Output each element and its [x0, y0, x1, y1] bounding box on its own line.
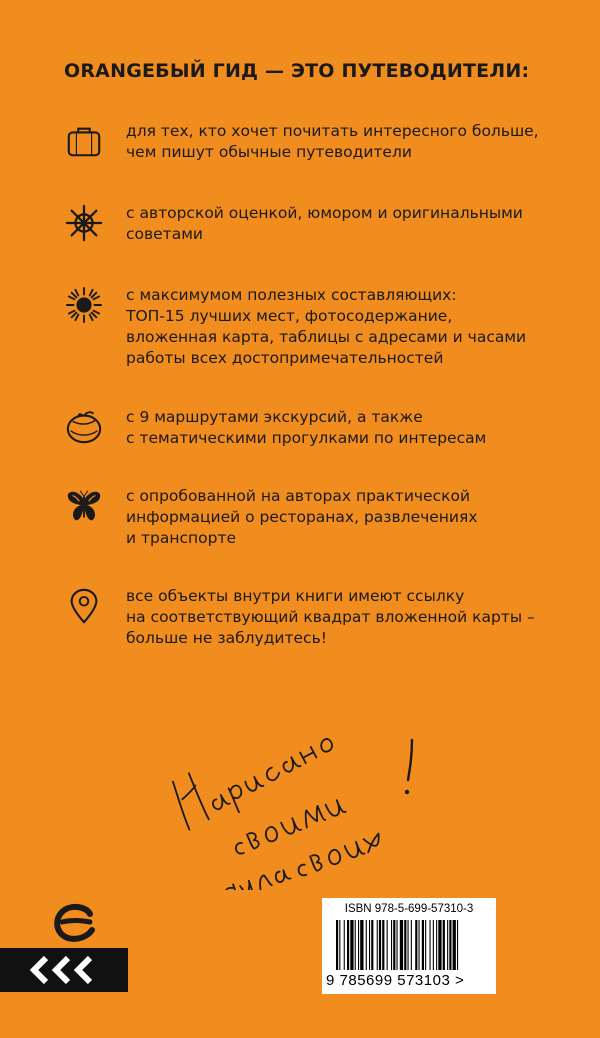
barcode-bar	[350, 920, 353, 970]
barcode-bar	[360, 920, 363, 970]
melon-icon	[64, 407, 104, 447]
publisher-logo	[50, 902, 100, 942]
feature-item-practical	[64, 486, 564, 549]
feature-text: с авторской оценкой, юмором и оригинальными советами	[126, 204, 523, 243]
feature-text: с 9 маршрутами экскурсий, а также с тематическими прогулками по интересам	[126, 408, 487, 447]
ship-wheel-icon	[64, 203, 104, 243]
barcode-bar	[369, 920, 370, 970]
barcode-bar	[382, 920, 384, 970]
feature-item-humor	[64, 203, 564, 245]
feature-text: с максимумом полезных составляющих: ТОП-15 лучших мест, фотосодержание, вложенная карта, таблицы с адресами и часами работы всех достопримечательностей	[126, 286, 527, 367]
barcode-bar	[415, 920, 417, 970]
barcode-bar	[411, 920, 412, 970]
barcode-bar	[397, 920, 398, 970]
series-arrows-badge	[0, 948, 128, 992]
barcode-bar	[447, 920, 448, 970]
barcode-bar	[366, 920, 367, 970]
feature-item-info	[64, 121, 564, 163]
barcode-bar	[377, 920, 378, 970]
barcode-bar	[393, 920, 395, 970]
map-pin-icon	[64, 586, 104, 626]
barcode-bar	[404, 920, 406, 970]
feature-text: для тех, кто хочет почитать интересного больше, чем пишут обычные путеводители	[126, 122, 539, 161]
barcode-bar	[443, 920, 445, 970]
chevrons-left-icon	[24, 956, 104, 984]
butterfly-icon	[64, 486, 104, 526]
sun-icon	[64, 285, 104, 325]
barcode-bar	[408, 920, 409, 970]
barcode-bar	[436, 920, 437, 970]
barcode-bar	[358, 920, 359, 970]
barcode-bar	[433, 920, 434, 970]
barcode-bar	[422, 920, 424, 970]
barcode-bar	[425, 920, 426, 970]
barcode-bar	[400, 920, 403, 970]
barcode-bar	[371, 920, 373, 970]
barcode-bar	[379, 920, 381, 970]
barcode-bar	[391, 920, 392, 970]
feature-item-routes	[64, 407, 564, 449]
barcode-bar	[387, 920, 388, 970]
barcode-bar	[336, 920, 338, 970]
barcode-bar	[419, 920, 420, 970]
feature-text: с опробованной на авторах практической информацией о ресторанах, развлечениях и транспорте	[126, 487, 478, 547]
barcode-digits: 9 785699 573103 >	[326, 972, 465, 989]
suitcase-icon	[64, 121, 104, 161]
handwritten-slogan	[150, 690, 430, 890]
isbn-label: ISBN 978-5-699-57310-3	[344, 903, 474, 915]
isbn-barcode	[322, 898, 496, 994]
feature-item-top15	[64, 285, 564, 369]
barcode-bar	[355, 920, 356, 970]
barcode-bar	[453, 920, 456, 970]
page-title: ORANGEБЫЙ ГИД — ЭТО ПУТЕВОДИТЕЛИ:	[64, 60, 530, 82]
barcode-bar	[344, 920, 345, 970]
barcode-bar	[430, 920, 431, 970]
barcode-bars	[336, 920, 494, 970]
barcode-bar	[438, 920, 441, 970]
barcode-bar	[457, 920, 458, 970]
barcode-bar	[339, 920, 340, 970]
barcode-bar	[347, 920, 349, 970]
feature-text: все объекты внутри книги имеют ссылку на соответствующий квадрат вложенной карты – больше не заблудитесь!	[126, 587, 535, 647]
barcode-bar	[449, 920, 451, 970]
feature-item-map	[64, 586, 564, 649]
